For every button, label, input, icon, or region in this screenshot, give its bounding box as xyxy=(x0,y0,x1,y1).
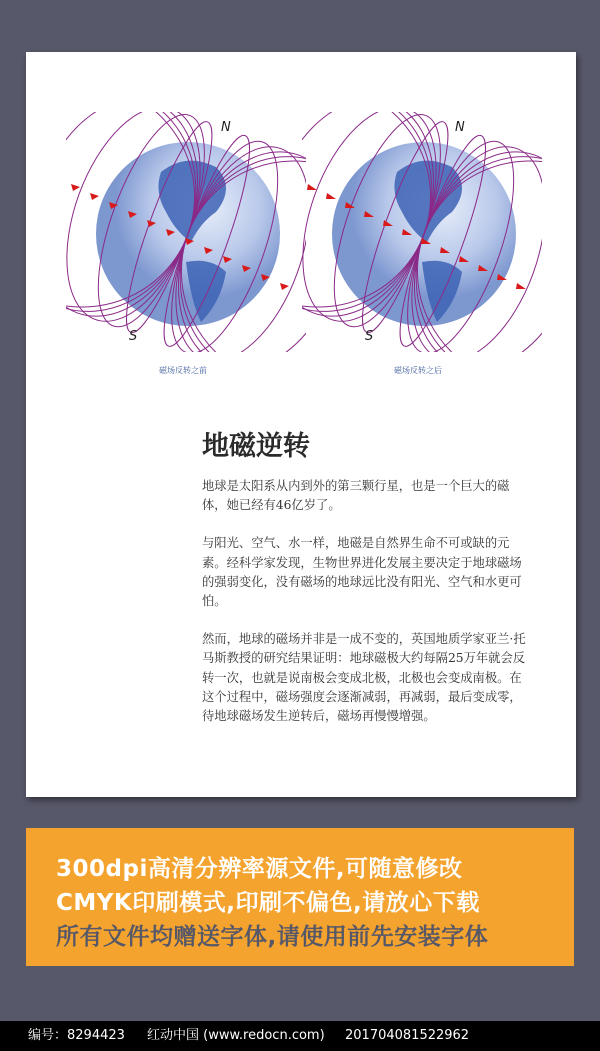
south-pole-label: S xyxy=(365,329,374,344)
banner-line: 300dpi高清分辨率源文件,可随意修改 xyxy=(56,856,463,882)
footer-id: 编号：8294423 xyxy=(28,1028,125,1043)
article-body xyxy=(202,477,530,745)
promo-banner xyxy=(26,828,574,966)
caption-after: 磁场反转之后 xyxy=(394,366,442,375)
globe-before-diagram xyxy=(66,112,306,352)
field-arrow xyxy=(280,283,289,290)
poster-paper xyxy=(26,52,576,797)
footer-site: 红动中国 (www.redocn.com) xyxy=(147,1028,325,1043)
south-pole-label: S xyxy=(129,329,138,344)
footer-bar xyxy=(0,1021,600,1051)
paragraph: 然而，地球的磁场并非是一成不变的，英国地质学家亚兰·托马斯教授的研究结果证明：地球磁极大约每隔25万年就会反转一次，也就是说南极会变成北极，北极也会变成南极。在这个过程中，磁场强度会逐渐减弱，再减弱，最后变成零，待地球磁场发生逆转后，磁场再慢慢增强。 xyxy=(202,632,526,724)
caption-before: 磁场反转之前 xyxy=(159,366,207,375)
field-arrow xyxy=(307,184,317,190)
north-pole-label: N xyxy=(455,120,465,135)
magnetic-field-before-graphic xyxy=(66,112,306,352)
banner-line: CMYK印刷模式,印刷不偏色,请放心下载 xyxy=(56,890,480,916)
field-arrow xyxy=(90,193,99,200)
globe-after-diagram xyxy=(302,112,542,352)
banner-line: 所有文件均赠送字体,请使用前先安装字体 xyxy=(56,924,489,950)
paragraph: 与阳光、空气、水一样，地磁是自然界生命不可或缺的元素。经科学家发现，生物世界进化发展主要决定于地球磁场的强弱变化，没有磁场的地球远比没有阳光、空气和水更可怕。 xyxy=(202,536,522,609)
magnetic-field-after-graphic xyxy=(302,112,542,352)
field-arrow xyxy=(71,184,80,191)
north-pole-label: N xyxy=(221,120,231,135)
field-arrow xyxy=(516,283,526,289)
field-arrow xyxy=(326,193,336,199)
footer-code: 201704081522962 xyxy=(345,1028,470,1043)
article-title: 地磁逆转 xyxy=(202,431,310,462)
paragraph: 地球是太阳系从内到外的第三颗行星，也是一个巨大的磁体，她已经有46亿岁了。 xyxy=(202,479,510,513)
